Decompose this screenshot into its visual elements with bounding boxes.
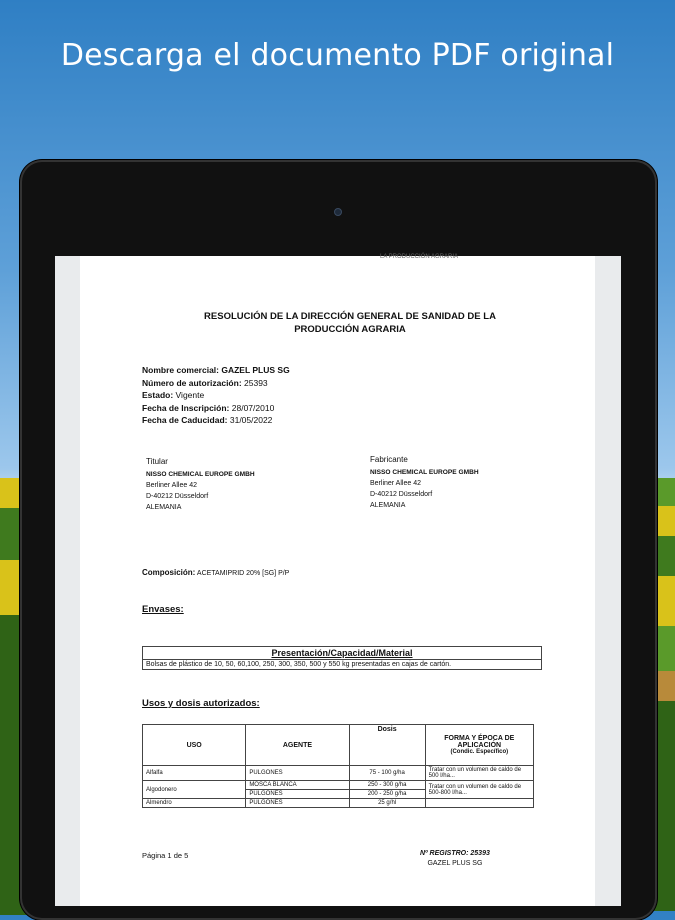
col-header-dosis: Dosis <box>349 725 425 766</box>
footer-product-name: GAZEL PLUS SG <box>427 860 483 867</box>
envases-table <box>142 646 542 670</box>
promo-banner-title: Descarga el documento PDF original <box>60 38 615 73</box>
col-header-forma: FORMA Y ÉPOCA DE APLICACIÓN (Condic. Específico) <box>425 725 533 766</box>
envases-table-header: Presentación/Capacidad/Material <box>143 647 542 660</box>
fabricante-address-1: Berliner Allee 42 <box>370 480 421 487</box>
meta-row: Número de autorización: 25393 <box>142 377 268 388</box>
meta-row: Fecha de Inscripción: 28/07/2010 <box>142 402 275 413</box>
registration-footer <box>420 849 490 869</box>
col-header-uso: USO <box>143 725 246 766</box>
page-number: Página 1 de 5 <box>142 851 189 860</box>
fabricante-name: NISSO CHEMICAL EUROPE GMBH <box>370 469 479 476</box>
title-line-1: RESOLUCIÓN DE LA DIRECCIÓN GENERAL DE SANIDAD DE LA <box>204 311 496 322</box>
pdf-page <box>80 256 595 906</box>
registration-number: Nº REGISTRO: 25393 <box>420 850 490 857</box>
fabricante-address-2: D-40212 Düsseldorf <box>370 491 433 498</box>
composition-label: Composición: <box>142 568 196 577</box>
table-row: Alfalfa PULGONES 75 - 100 g/ha Tratar con un volumen de caldo de 500 l/ha... <box>143 766 534 781</box>
titular-name: NISSO CHEMICAL EUROPE GMBH <box>146 471 255 478</box>
col-header-agente: AGENTE <box>246 725 349 766</box>
title-line-2: PRODUCCIÓN AGRARIA <box>294 324 406 335</box>
fabricante-block <box>370 454 479 511</box>
meta-row: Nombre comercial: GAZEL PLUS SG <box>142 365 290 375</box>
titular-address-3: ALEMANIA <box>146 504 182 511</box>
titular-address-2: D-40212 Düsseldorf <box>146 493 209 500</box>
product-meta <box>142 364 290 427</box>
composition <box>142 568 289 577</box>
composition-value: ACETAMIPRID 20% [SG] P/P <box>195 570 290 577</box>
page-header-cut: LA PRODUCCIÓN AGRARIA <box>380 254 459 260</box>
usos-heading: Usos y dosis autorizados: <box>142 698 260 709</box>
meta-row: Fecha de Caducidad: 31/05/2022 <box>142 415 273 425</box>
table-row: PULGONES 200 - 250 g/ha <box>143 790 534 799</box>
meta-row: Estado: Vigente <box>142 390 205 400</box>
titular-address-1: Berliner Allee 42 <box>146 482 197 489</box>
titular-label: Titular <box>146 457 168 466</box>
table-row: Algodonero MOSCA BLANCA 250 - 300 g/ha Tratar con un volumen de caldo de 500-800 l/ha... <box>143 781 534 790</box>
usos-table <box>142 724 534 808</box>
camera-icon <box>334 208 342 216</box>
envases-table-row: Bolsas de plástico de 10, 50, 60,100, 250, 300, 350, 500 y 550 kg presentadas en cajas de cartón. <box>143 660 542 670</box>
titular-block <box>146 456 255 513</box>
table-row: Almendro PULGONES 25 g/hl <box>143 799 534 808</box>
fabricante-address-3: ALEMANIA <box>370 502 406 509</box>
envases-heading: Envases: <box>142 604 184 615</box>
fabricante-label: Fabricante <box>370 455 408 464</box>
resolution-title <box>170 310 530 336</box>
